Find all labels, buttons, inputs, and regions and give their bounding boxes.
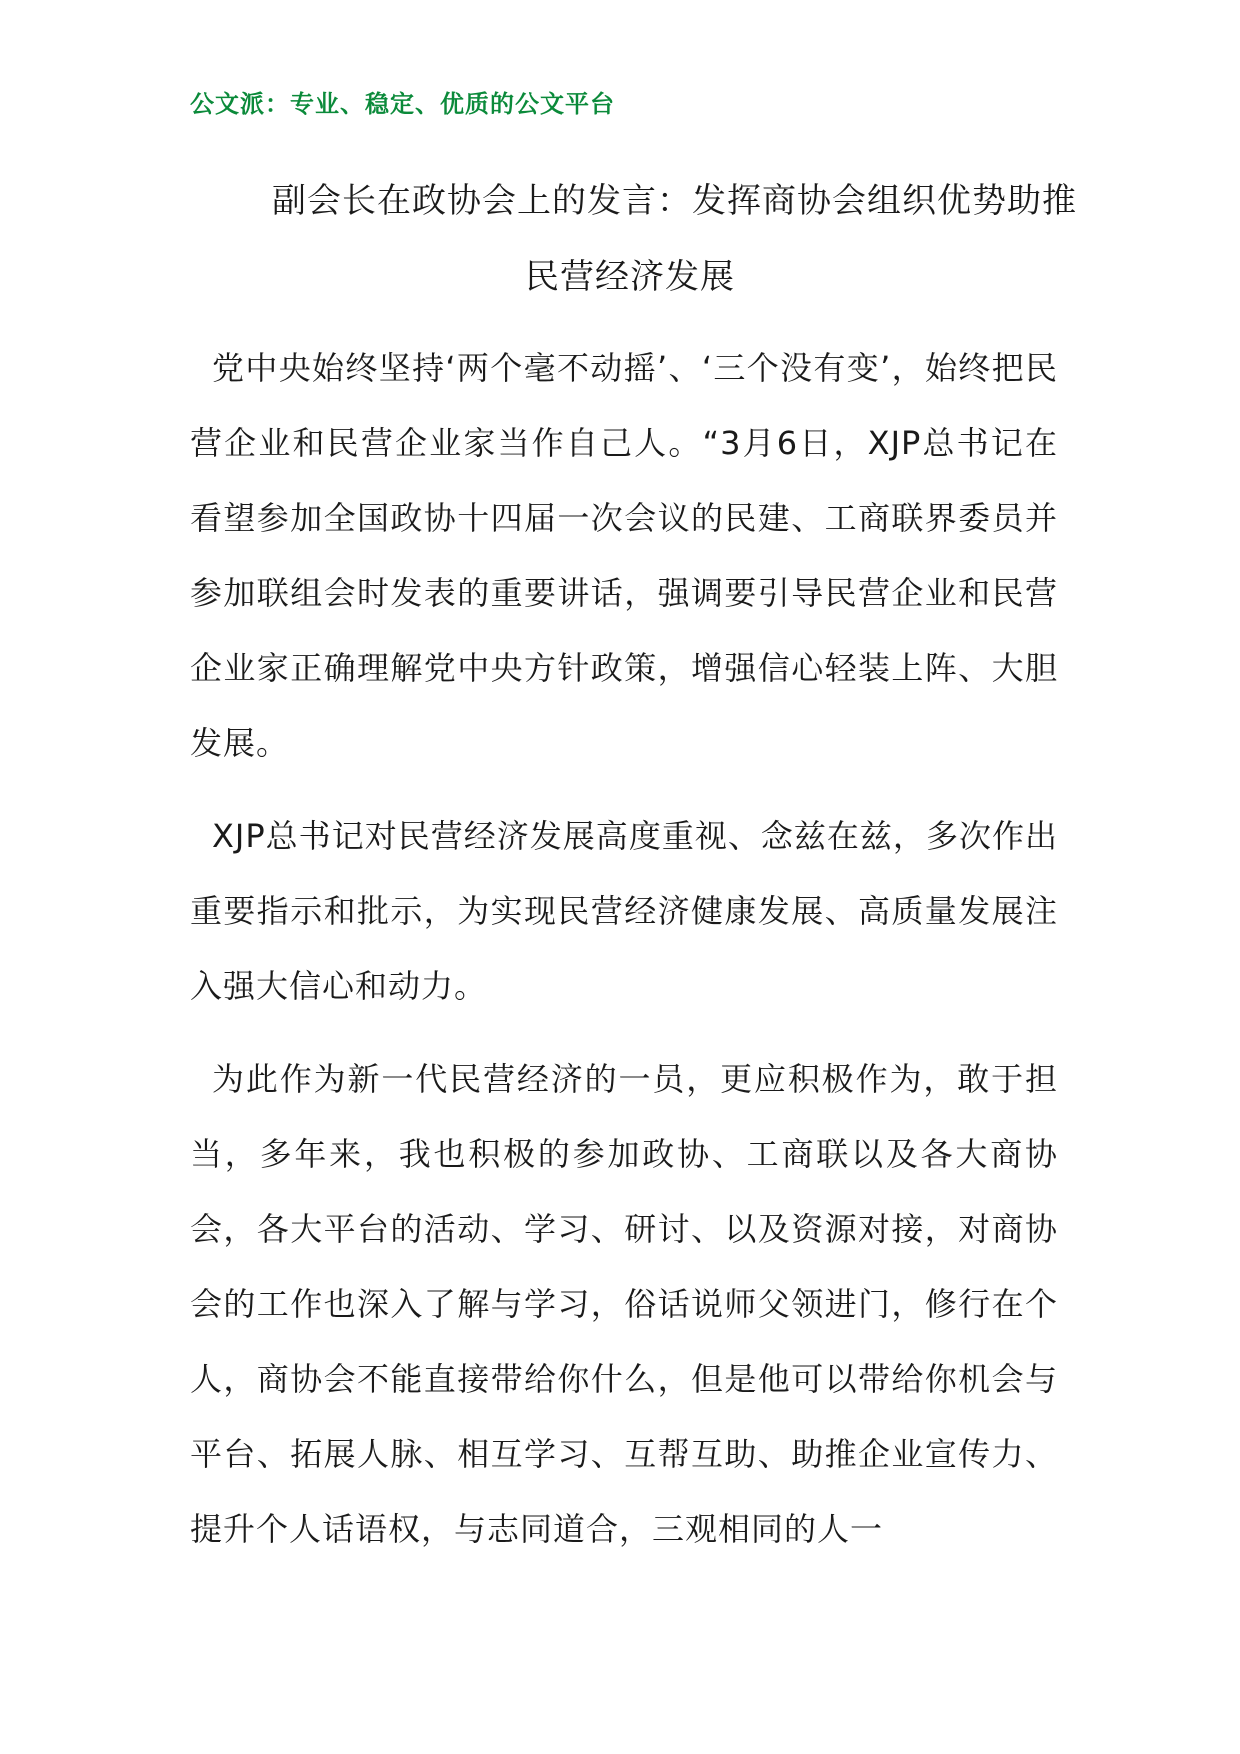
brand-header: 公文派：专业、稳定、优质的公文平台 <box>190 90 615 118</box>
title-line-2: 民营经济发展 <box>525 257 735 297</box>
document-title <box>190 163 1077 315</box>
paragraph-2: XJP总书记对民营经济发展高度重视、念兹在兹，多次作出重要指示和批示，为实现民营经济健康发展、高质量发展注入强大信心和动力。 <box>190 817 1058 1005</box>
paragraph-3: 为此作为新一代民营经济的一员，更应积极作为，敢于担当，多年来，我也积极的参加政协、工商联以及各大商协会，各大平台的活动、学习、研讨、以及资源对接，对商协会的工作也深入了解与学习，俗话说师父领进门，修行在个人，商协会不能直接带给你什么，但是他可以带给你机会与平台、拓展人脉、相互学习、互帮互助、助推企业宣传力、提升个人话语权，与志同道合，三观相同的人一 <box>190 1060 1058 1548</box>
title-line-1: 副会长在政协会上的发言：发挥商协会组织优势助推 <box>272 181 1077 221</box>
document-body <box>190 331 1058 1567</box>
paragraph-1: 党中央始终坚持‘两个毫不动摇’、‘三个没有变’，始终把民营企业和民营企业家当作自己人。“3月6日，XJP总书记在看望参加全国政协十四届一次会议的民建、工商联界委员并参加联组会时发表的重要讲话，强调要引导民营企业和民营企业家正确理解党中央方针政策，增强信心轻装上阵、大胆发展。 <box>190 349 1058 762</box>
